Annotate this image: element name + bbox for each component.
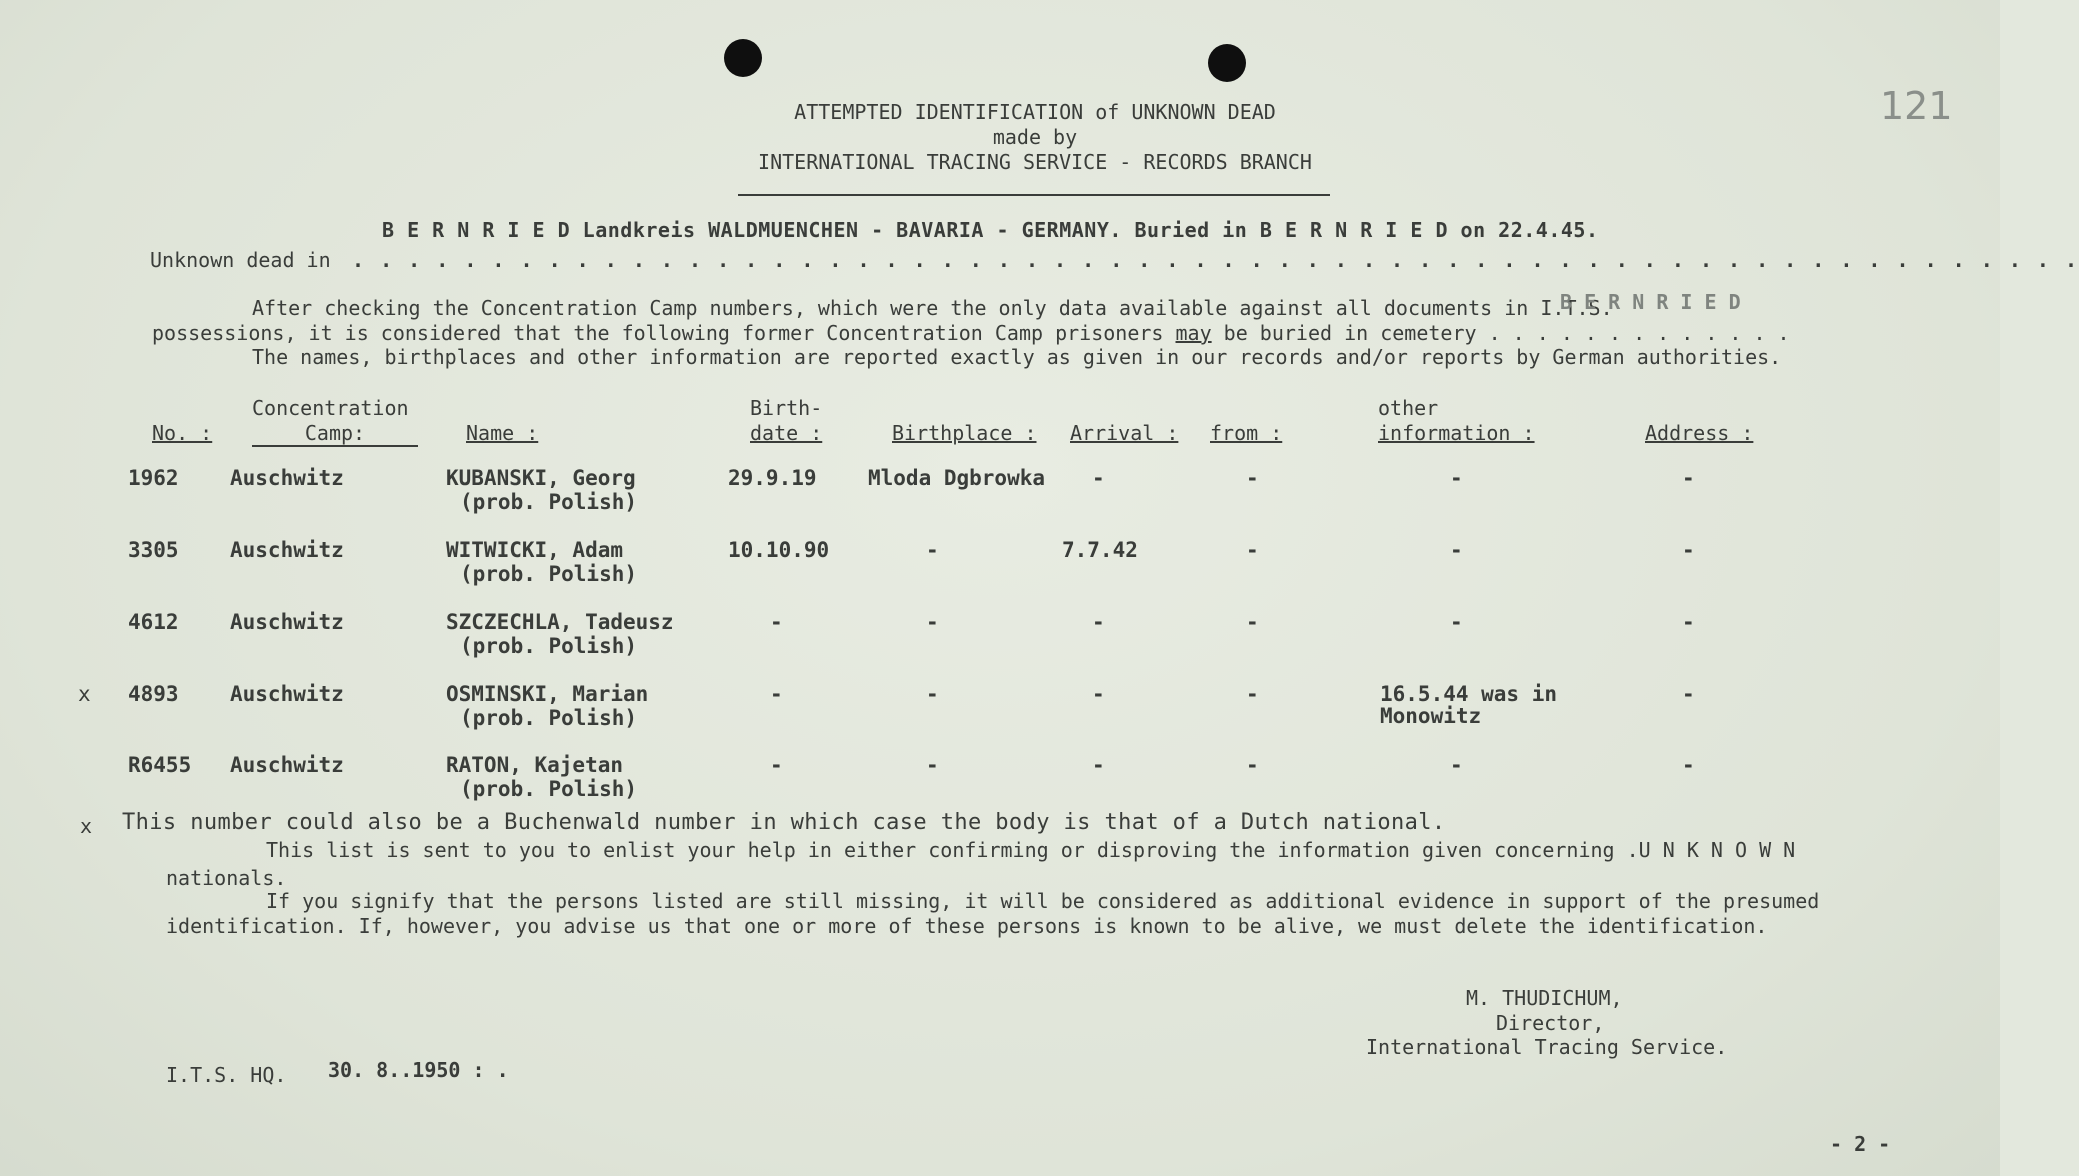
signature-name: M. THUDICHUM,	[1466, 986, 1623, 1010]
intro-line-1: After checking the Concentration Camp numbers, which were the only data available against all documents in I.T.S.	[252, 296, 1613, 320]
footnote-text: This number could also be a Buchenwald number in which case the body is that of a Dutch national.	[122, 810, 1446, 835]
footnote-mark: x	[80, 814, 93, 838]
header-line-3: INTERNATIONAL TRACING SERVICE - RECORDS BRANCH	[758, 150, 1312, 174]
row-number: 4612	[128, 610, 179, 634]
row-nationality: (prob. Polish)	[460, 777, 638, 801]
row-camp: Auschwitz	[230, 538, 344, 562]
header-from: from :	[1210, 421, 1283, 445]
row-address: -	[1682, 538, 1695, 562]
row-arrival: 7.7.42	[1062, 538, 1138, 562]
row-birthdate: -	[770, 682, 783, 706]
intro-line-2-may: may	[1175, 321, 1212, 345]
closing-p2-line1: If you signify that the persons listed are still missing, it will be considered as additional evidence in support of the presumed	[266, 889, 1820, 913]
row-camp: Auschwitz	[230, 753, 344, 777]
footer-its-hq: I.T.S. HQ.	[166, 1063, 287, 1087]
closing-p1-line2: nationals.	[166, 866, 287, 890]
row-from: -	[1246, 466, 1259, 490]
row-birthdate: 10.10.90	[728, 538, 830, 562]
row-arrival: -	[1092, 682, 1105, 706]
row-birthplace: -	[926, 610, 939, 634]
row-other-info: 16.5.44 was in	[1380, 682, 1558, 706]
header-birth-top: Birth-	[750, 396, 823, 420]
punch-hole-right	[1208, 44, 1246, 82]
row-birthplace: Mloda Dgbrowka	[868, 466, 1046, 490]
row-from: -	[1246, 753, 1259, 777]
closing-p2-line2: identification. If, however, you advise us that one or more of these persons is known to be alive, we must delete the identification.	[166, 914, 1768, 938]
intro-overtype: B E R N R I E D	[1560, 290, 1741, 314]
row-mark: x	[78, 682, 91, 706]
header-camp-top: Concentration	[252, 396, 409, 420]
row-birthplace: -	[926, 538, 939, 562]
intro-line-2-b: be buried in cemetery . . . . . . . . . . . . .	[1223, 321, 1790, 345]
header-birthplace: Birthplace :	[892, 421, 1037, 445]
row-nationality: (prob. Polish)	[460, 562, 638, 586]
header-no: No. :	[152, 421, 213, 445]
row-camp: Auschwitz	[230, 682, 344, 706]
header-camp-bottom: Camp:	[252, 421, 418, 447]
row-arrival: -	[1092, 466, 1105, 490]
header-rule	[738, 194, 1330, 196]
signature-title: Director,	[1496, 1011, 1605, 1035]
header-line-1: ATTEMPTED IDENTIFICATION of UNKNOWN DEAD	[794, 100, 1276, 124]
row-name: WITWICKI, Adam	[446, 538, 624, 562]
row-arrival: -	[1092, 610, 1105, 634]
header-other-bottom: information :	[1378, 421, 1535, 445]
signature-org: International Tracing Service.	[1366, 1035, 1728, 1059]
row-other-info: -	[1450, 538, 1463, 562]
closing-p1-line1: This list is sent to you to enlist your help in either confirming or disproving the information given concerning .U N K N O W N	[266, 838, 1796, 862]
row-other-info: -	[1450, 753, 1463, 777]
header-arrival: Arrival :	[1070, 421, 1179, 445]
row-other-info: -	[1450, 466, 1463, 490]
row-from: -	[1246, 610, 1259, 634]
intro-line-2	[152, 321, 1790, 345]
header-name: Name :	[466, 421, 539, 445]
punch-hole-left	[724, 39, 762, 77]
row-address: -	[1682, 610, 1695, 634]
row-camp: Auschwitz	[230, 466, 344, 490]
row-address: -	[1682, 682, 1695, 706]
row-name: OSMINSKI, Marian	[446, 682, 649, 706]
row-name: KUBANSKI, Georg	[446, 466, 636, 490]
header-address: Address :	[1645, 421, 1754, 445]
row-number: 3305	[128, 538, 179, 562]
intro-line-3: The names, birthplaces and other information are reported exactly as given in our records and/or reports by German authorities.	[252, 345, 1782, 369]
page-number-stamp: 121	[1880, 84, 1953, 128]
location-dots: . . . . . . . . . . . . . . . . . . . . . . . . . . . . . . . . . . . . . . . . . . . . . . . . . . . . . . . . . . . . . .	[352, 248, 2079, 272]
header-birth-bottom: date :	[750, 421, 823, 445]
row-from: -	[1246, 682, 1259, 706]
footer-date: 30. 8..1950 : .	[328, 1058, 509, 1082]
row-arrival: -	[1092, 753, 1105, 777]
row-other-info: -	[1450, 610, 1463, 634]
row-other-info-2: Monowitz	[1380, 704, 1482, 728]
row-birthdate: -	[770, 610, 783, 634]
row-name: SZCZECHLA, Tadeusz	[446, 610, 674, 634]
row-from: -	[1246, 538, 1259, 562]
row-birthplace: -	[926, 682, 939, 706]
row-nationality: (prob. Polish)	[460, 706, 638, 730]
row-address: -	[1682, 466, 1695, 490]
row-number: 4893	[128, 682, 179, 706]
unknown-dead-label: Unknown dead in	[150, 248, 331, 272]
header-other-top: other	[1378, 396, 1439, 420]
footer-page: - 2 -	[1830, 1132, 1891, 1156]
row-birthdate: 29.9.19	[728, 466, 817, 490]
row-birthplace: -	[926, 753, 939, 777]
row-name: RATON, Kajetan	[446, 753, 624, 777]
row-number: R6455	[128, 753, 192, 777]
location-line: B E R N R I E D Landkreis WALDMUENCHEN - BAVARIA - GERMANY. Buried in B E R N R I E D on 22.4.45.	[382, 218, 1599, 242]
row-nationality: (prob. Polish)	[460, 490, 638, 514]
header-line-2: made by	[992, 125, 1078, 149]
row-birthdate: -	[770, 753, 783, 777]
row-nationality: (prob. Polish)	[460, 634, 638, 658]
row-camp: Auschwitz	[230, 610, 344, 634]
row-number: 1962	[128, 466, 179, 490]
row-address: -	[1682, 753, 1695, 777]
intro-line-2-a: possessions, it is considered that the following former Concentration Camp prisoners	[152, 321, 1164, 345]
